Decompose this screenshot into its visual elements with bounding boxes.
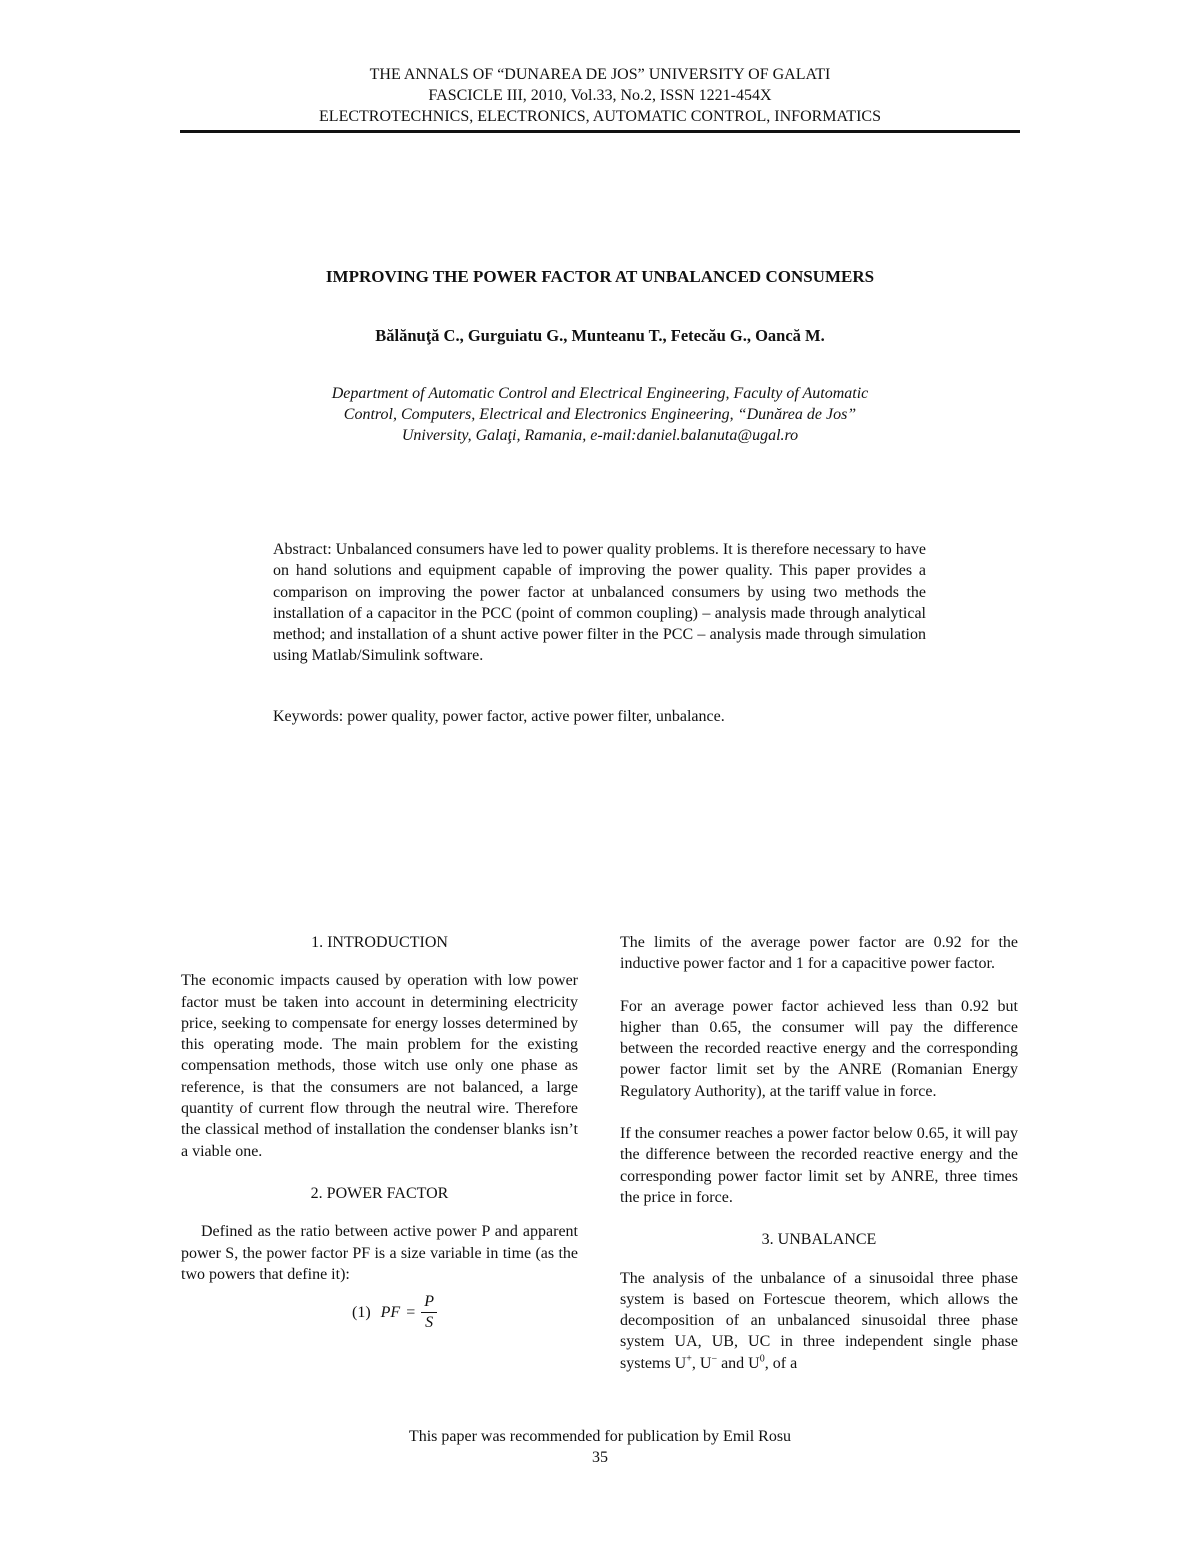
journal-header-line-1: THE ANNALS OF “DUNAREA DE JOS” UNIVERSITY OF GALATI — [369, 66, 831, 83]
left-column — [181, 932, 578, 1335]
equation-fraction — [421, 1292, 437, 1333]
power-factor-penalty-paragraph: If the consumer reaches a power factor below 0.65, it will pay the difference between the recorded reactive energy and the corresponding power factor limit set by ANRE, three times the price in force. — [620, 1125, 1018, 1206]
unbalance-paragraph — [620, 1268, 1018, 1374]
journal-header — [180, 64, 1020, 127]
equation-lhs: PF — [380, 1303, 401, 1321]
journal-header-line-3: ELECTROTECHNICS, ELECTRONICS, AUTOMATIC CONTROL, INFORMATICS — [319, 108, 881, 125]
introduction-paragraph: The economic impacts caused by operation with low power factor must be taken into account in determining electricity price, seeking to compensate for energy losses determined by this operating mode. The main problem for the existing compensation methods, those witch use only one phase as reference, is that the consumers are not balanced, a large quantity of current flow through the neutral wire. Therefore the classical method of installation the condenser blanks isn’t a viable one. — [181, 972, 578, 1160]
section-heading-introduction: 1. INTRODUCTION — [311, 934, 448, 951]
affiliation-line-2: Control, Computers, Electrical and Electronics Engineering, “Dunărea de Jos” — [343, 406, 857, 423]
footnote: This paper was recommended for publication by Emil Rosu — [408, 1428, 792, 1445]
affiliation-line-1: Department of Automatic Control and Electrical Engineering, Faculty of Automatic — [331, 385, 869, 402]
unbalance-text-start: The analysis of the unbalance of a sinusoidal three phase system is based on Fortescue theorem, which allows the decomposition of an unbalanced sinusoidal three phase system UA, UB, UC in three independent single phase systems U — [620, 1269, 1018, 1372]
equation-equals: = — [406, 1303, 416, 1321]
affiliation — [280, 383, 920, 446]
author-list: Bălănuţă C., Gurguiatu G., Munteanu T., Fetecău G., Oancă M. — [375, 326, 825, 345]
keywords: Keywords: power quality, power factor, active power filter, unbalance. — [273, 708, 725, 725]
power-factor-definition-paragraph: Defined as the ratio between active power P and apparent power S, the power factor PF is a size variable in time (as the two powers that define it): — [181, 1223, 578, 1283]
equation-denominator: S — [425, 1313, 434, 1331]
unbalance-separator-1: , U — [691, 1354, 712, 1372]
section-heading-unbalance: 3. UNBALANCE — [761, 1231, 877, 1249]
paper-title: IMPROVING THE POWER FACTOR AT UNBALANCED CONSUMERS — [325, 267, 875, 286]
journal-header-line-2: FASCICLE III, 2010, Vol.33, No.2, ISSN 1221-454X — [428, 87, 772, 104]
negative-sequence-superscript: − — [711, 1353, 718, 1365]
positive-sequence-superscript: + — [686, 1353, 692, 1365]
affiliation-line-3: University, Galaţi, Ramania, e-mail:daniel.balanuta@ugal.ro — [401, 427, 799, 444]
unbalance-separator-2: and U — [717, 1354, 760, 1372]
power-factor-tariff-paragraph: For an average power factor achieved less than 0.92 but higher than 0.65, the consumer will pay the difference between the recorded reactive energy and the corresponding power factor limit set by the ANRE (Romanian Energy Regulatory Authority), at the tariff value in force. — [620, 997, 1018, 1100]
abstract: Abstract: Unbalanced consumers have led to power quality problems. It is therefore necessary to have on hand solutions and equipment capable of improving the power quality. This paper provides a comparison on improving the power factor at unbalanced consumers by using two methods the installation of a capacitor in the PCC (point of common coupling) – analysis made through analytical method; and installation of a shunt active power filter in the PCC – analysis made through simulation using Matlab/Simulink software. — [273, 541, 926, 665]
power-factor-limits-paragraph: The limits of the average power factor are 0.92 for the inductive power factor and 1 for a capacitive power factor. — [620, 934, 1018, 973]
unbalance-text-end: , of a — [764, 1354, 798, 1372]
page-number: 35 — [592, 1449, 608, 1466]
header-rule — [180, 130, 1020, 133]
equation-1 — [211, 1289, 578, 1335]
section-heading-power-factor: 2. POWER FACTOR — [310, 1184, 449, 1202]
right-column — [620, 932, 1018, 1395]
zero-sequence-superscript: 0 — [759, 1353, 765, 1365]
equation-number: (1) — [351, 1303, 371, 1321]
equation-numerator: P — [421, 1292, 437, 1313]
